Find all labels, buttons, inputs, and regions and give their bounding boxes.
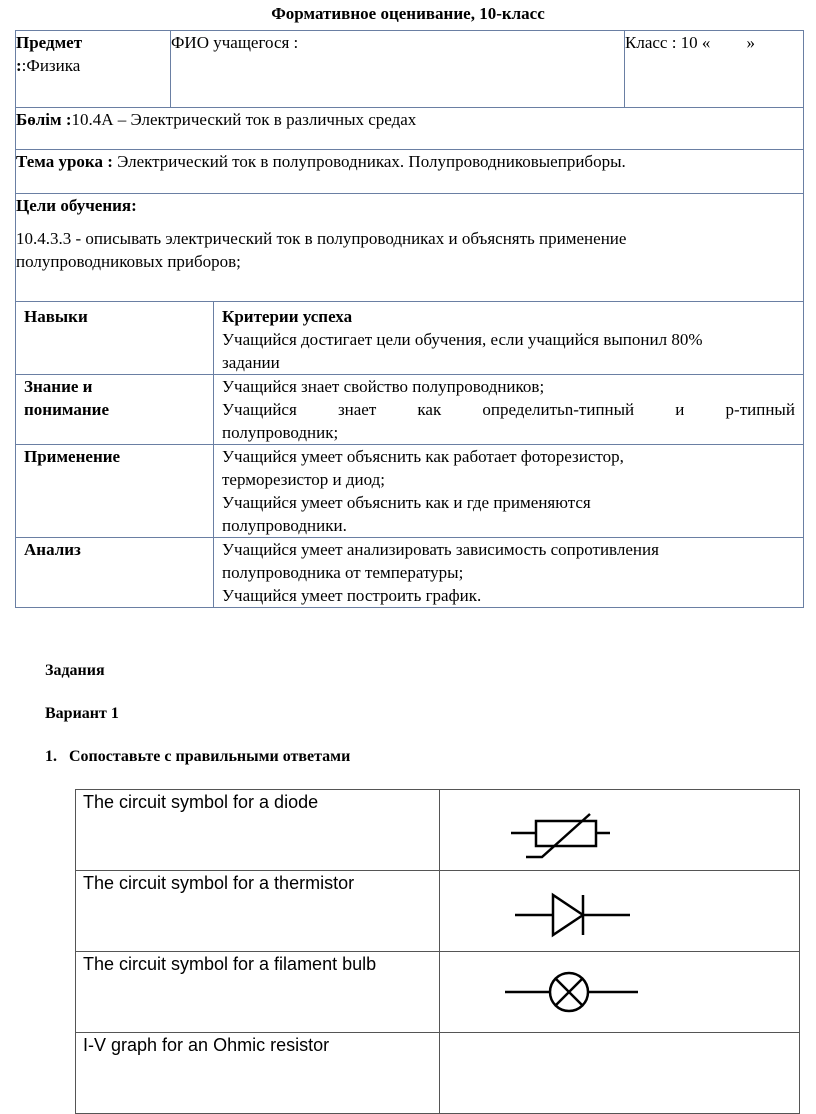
match-label-cell[interactable] (76, 1033, 440, 1114)
criteria-column-header: Критерии успеха (222, 307, 353, 326)
question-text: Сопоставьте с правильными ответами (69, 748, 351, 765)
table-row (76, 952, 800, 1033)
student-name-label: ФИО учащегося : (171, 33, 299, 52)
class-cell (625, 31, 804, 108)
skill-application: Применение (24, 447, 121, 466)
skill-name-cell (16, 538, 214, 608)
criterion-word: знает (337, 400, 377, 419)
general-criterion-line-2: задании (222, 353, 280, 372)
document-title: Формативное оценивание, 10-класс (271, 4, 545, 23)
criterion-line: Учащийся умеет объяснить как и где применяются (222, 493, 591, 512)
subject-cell (16, 31, 171, 108)
criterion-word: и (675, 400, 685, 419)
criterion-line: полупроводники. (222, 516, 347, 535)
match-symbol-cell[interactable] (440, 790, 800, 871)
skill-knowledge-line-1: Знание и (24, 377, 93, 396)
criterion-line: Учащийся умеет анализировать зависимость сопротивления (222, 540, 659, 559)
goal-line-1: 10.4.3.3 - описывать электрический ток в полупроводниках и объяснять применение (16, 229, 627, 248)
criterion-line: полупроводник; (222, 423, 339, 442)
match-label-cell[interactable] (76, 790, 440, 871)
skill-name-cell (16, 445, 214, 538)
thermistor-symbol-icon (440, 790, 800, 871)
match-label: The circuit symbol for a thermistor (83, 873, 355, 893)
assessment-info-table (15, 30, 804, 608)
topic-label: Тема урока : (16, 152, 113, 171)
diode-symbol-icon (440, 871, 800, 952)
match-label-cell[interactable] (76, 871, 440, 952)
match-symbol-cell[interactable] (440, 1033, 800, 1114)
skill-name-cell (16, 375, 214, 445)
skill-criteria-cell (214, 445, 804, 538)
goal-line-2: полупроводниковых приборов; (16, 252, 241, 271)
criterion-line: Учащийся умеет построить график. (222, 586, 482, 605)
criterion-word: Учащийся (222, 400, 297, 419)
criterion-line: Учащийся умеет объяснить как работает фоторезистор, (222, 447, 624, 466)
criterion-justified-line (222, 398, 795, 421)
table-row (76, 1033, 800, 1114)
criteria-header-cell (214, 302, 804, 375)
goals-label: Цели обучения: (16, 196, 137, 215)
skill-knowledge-line-2: понимание (24, 400, 109, 419)
criterion-word: определитьn-типный (482, 400, 635, 419)
match-label: The circuit symbol for a filament bulb (83, 954, 377, 974)
criterion-word: p-типный (725, 400, 795, 419)
match-label-cell[interactable] (76, 952, 440, 1033)
lamp-symbol-icon (440, 952, 800, 1033)
skill-criteria-cell (214, 538, 804, 608)
criterion-line: терморезистор и диод; (222, 470, 386, 489)
table-row (76, 790, 800, 871)
general-criterion-line-1: Учащийся достигает цели обучения, если учащийся выпонил 80% (222, 330, 703, 349)
tasks-heading: Задания (45, 662, 105, 679)
criterion-word: как (417, 400, 442, 419)
match-symbol-cell[interactable] (440, 871, 800, 952)
match-label: The circuit symbol for a diode (83, 792, 319, 812)
question-number: 1. (45, 748, 57, 765)
variant-heading: Вариант 1 (45, 705, 119, 722)
skill-criteria-cell (214, 375, 804, 445)
subject-colon: : (16, 56, 22, 75)
topic-value: Электрический ток в полупроводниках. Полупроводниковыеприборы. (112, 152, 626, 171)
class-close: » (746, 33, 755, 52)
table-row (76, 871, 800, 952)
criterion-line: Учащийся знает свойство полупроводников; (222, 377, 545, 396)
skills-column-header: Навыки (24, 307, 88, 326)
question-1 (45, 748, 350, 766)
section-label: Бөлім : (16, 110, 72, 129)
criterion-line: полупроводника от температуры; (222, 563, 464, 582)
matching-table (75, 789, 800, 1114)
section-value: 10.4А – Электрический ток в различных средах (71, 110, 417, 129)
match-symbol-cell[interactable] (440, 952, 800, 1033)
goals-cell (16, 194, 804, 302)
topic-cell (16, 150, 804, 194)
section-cell (16, 108, 804, 150)
skill-analysis: Анализ (24, 540, 81, 559)
class-label: Класс : 10 « (625, 33, 711, 52)
skills-header-cell (16, 302, 214, 375)
student-name-cell[interactable] (171, 31, 625, 108)
subject-value: :Физика (21, 56, 81, 75)
match-label: I-V graph for an Ohmic resistor (83, 1035, 330, 1055)
subject-label: Предмет (16, 33, 83, 52)
